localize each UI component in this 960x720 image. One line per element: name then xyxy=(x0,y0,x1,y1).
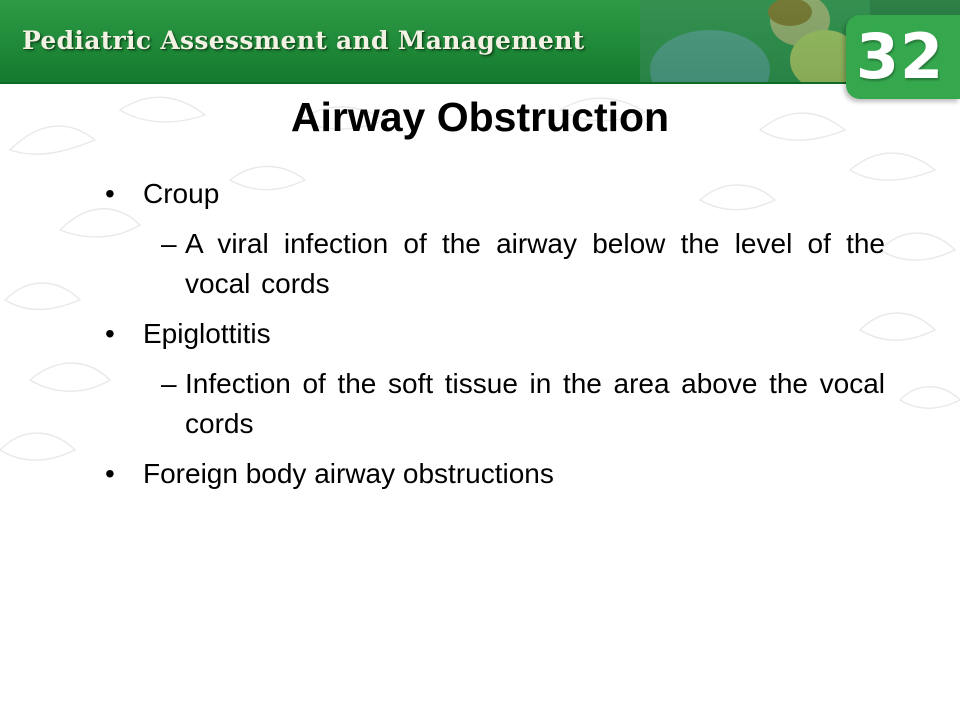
sub-bullet-marker: – xyxy=(161,368,177,399)
header-banner xyxy=(0,0,960,84)
list-item xyxy=(105,314,885,354)
sub-bullet-marker: – xyxy=(161,228,177,259)
list-item-text: Croup xyxy=(143,178,220,209)
list-item-text: Epiglottitis xyxy=(143,318,271,349)
list-item xyxy=(105,454,885,494)
slide-title: Airway Obstruction xyxy=(290,94,670,140)
chapter-tab xyxy=(846,15,960,99)
list-item xyxy=(105,174,885,214)
list-item-text: Infection of the soft tissue in the area above the vocal cords xyxy=(185,368,885,439)
list-item-text: Foreign body airway obstructions xyxy=(143,458,554,489)
bullet-marker: • xyxy=(105,178,115,209)
bullet-marker: • xyxy=(105,318,115,349)
chapter-number: 32 xyxy=(855,20,945,93)
bullet-list xyxy=(105,174,885,504)
list-item xyxy=(105,224,885,304)
list-item-text: A viral infection of the airway below the level of the vocal cords xyxy=(185,228,885,299)
list-item xyxy=(105,364,885,444)
bullet-marker: • xyxy=(105,458,115,489)
series-title: Pediatric Assessment and Management xyxy=(22,26,585,55)
